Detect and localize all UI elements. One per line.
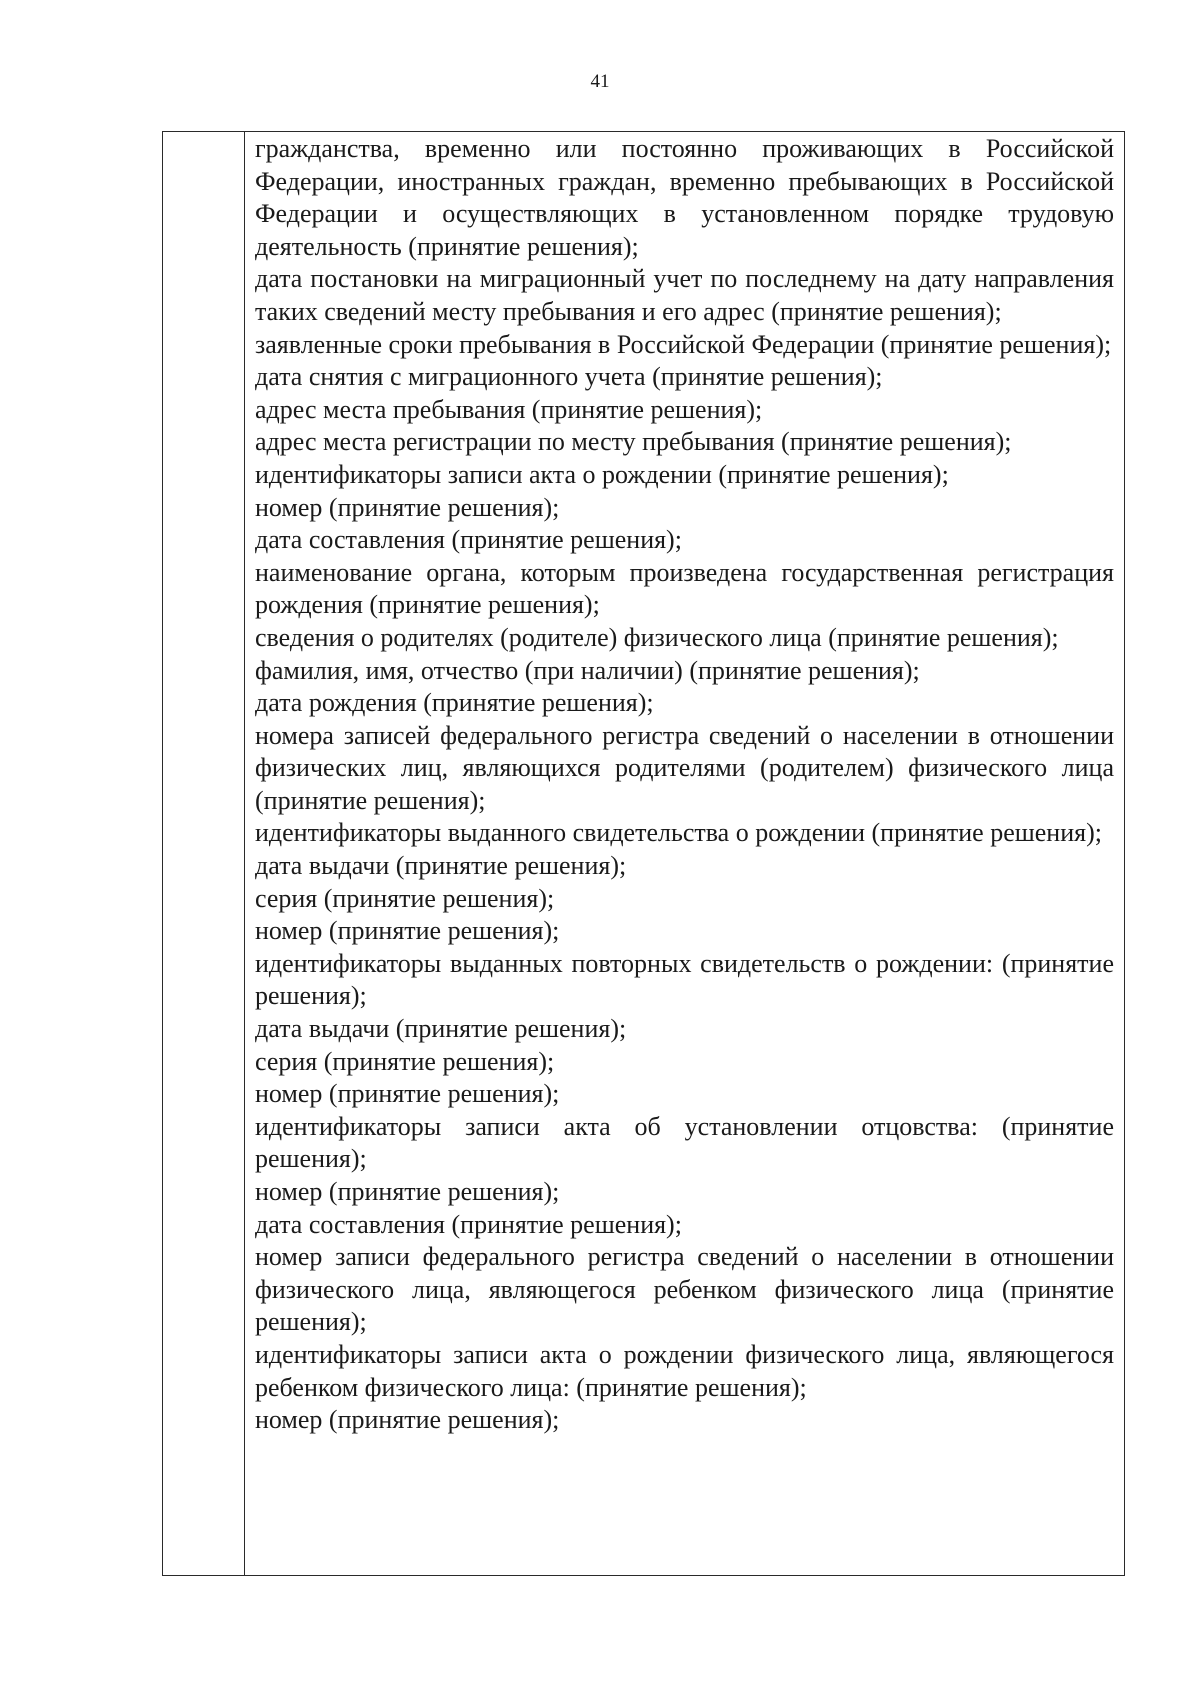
table-entry: идентификаторы записи акта об установлении отцовства: (принятие решения); xyxy=(255,1111,1114,1174)
table-entry: гражданства, временно или постоянно проживающих в Российской Федерации, иностранных граждан, временно пребывающих в Российской Федерации и осуществляющих в установленном порядке трудовую деятельность (принятие решения); xyxy=(255,134,1114,261)
table-entry: адрес места пребывания (принятие решения); xyxy=(255,394,763,424)
table-entry: адрес места регистрации по месту пребывания (принятие решения); xyxy=(255,427,1012,457)
table-entry: номер (принятие решения); xyxy=(255,916,560,946)
table-entry: дата постановки на миграционный учет по последнему на дату направления таких сведений месту пребывания и его адрес (принятие решения); xyxy=(255,264,1114,326)
table-entry: идентификаторы записи акта о рождении (принятие решения); xyxy=(255,459,949,489)
table-entry: идентификаторы выданного свидетельства о рождении (принятие решения); xyxy=(255,818,1102,848)
table-entry: номера записей федерального регистра сведений о населении в отношении физических лиц, являющихся родителями (родителем) физического лица (принятие решения); xyxy=(255,720,1114,815)
table-entry: номер (принятие решения); xyxy=(255,492,560,522)
table-entry: серия (принятие решения); xyxy=(255,1046,555,1076)
table-entry: идентификаторы выданных повторных свидетельств о рождении: (принятие решения); xyxy=(255,948,1114,1011)
table-entry: серия (принятие решения); xyxy=(255,883,555,913)
document-table xyxy=(162,131,1125,1576)
table-entry: дата выдачи (принятие решения); xyxy=(255,851,627,881)
table-entry: дата снятия с миграционного учета (принятие решения); xyxy=(255,362,883,392)
table-entry: сведения о родителях (родителе) физического лица (принятие решения); xyxy=(255,622,1059,652)
table-entry: дата выдачи (принятие решения); xyxy=(255,1014,627,1044)
table-entry: наименование органа, которым произведена государственная регистрация рождения (принятие решения); xyxy=(255,557,1114,620)
table-right-cell xyxy=(255,133,1114,1437)
table-entry: заявленные сроки пребывания в Российской Федерации (принятие решения); xyxy=(255,329,1112,359)
table-entry: фамилия, имя, отчество (при наличии) (принятие решения); xyxy=(255,655,920,685)
table-entry: номер (принятие решения); xyxy=(255,1405,560,1435)
table-entry: дата составления (принятие решения); xyxy=(255,1209,682,1239)
table-entry: идентификаторы записи акта о рождении физического лица, являющегося ребенком физического лица: (принятие решения); xyxy=(255,1339,1114,1402)
table-entry: номер (принятие решения); xyxy=(255,1079,560,1109)
table-entry: номер (принятие решения); xyxy=(255,1177,560,1206)
page-number: 41 xyxy=(590,71,610,92)
table-entry: дата рождения (принятие решения); xyxy=(255,688,654,718)
table-left-cell xyxy=(163,132,245,1575)
table-entry: номер записи федерального регистра сведений о населении в отношении физического лица, являющегося ребенком физического лица (принятие решения); xyxy=(255,1242,1114,1337)
table-entry: дата составления (принятие решения); xyxy=(255,525,682,555)
